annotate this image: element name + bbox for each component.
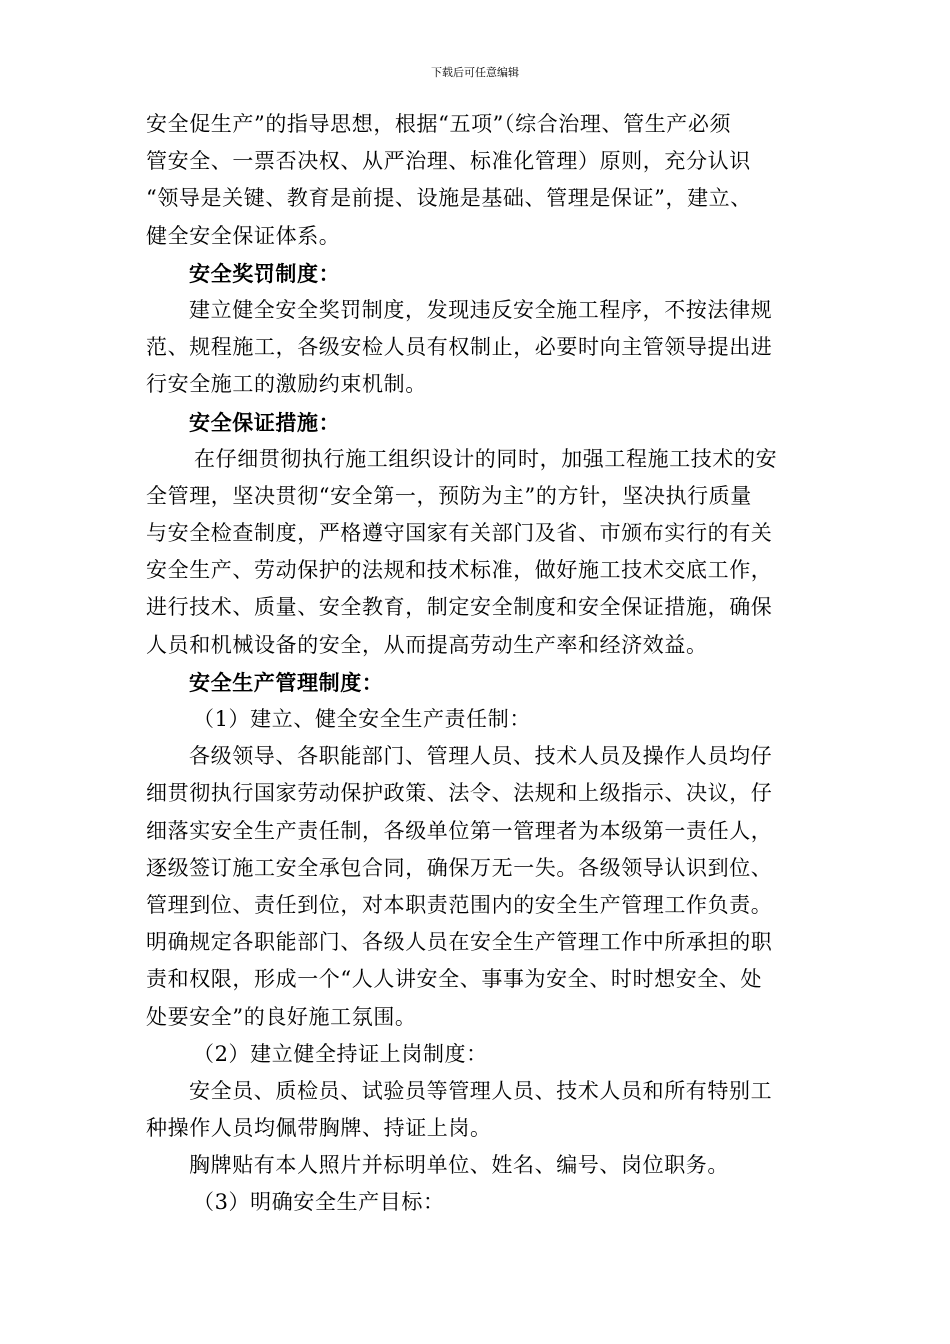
section-heading: 安全生产管理制度：: [189, 669, 384, 695]
text-line: 细落实安全生产责任制，各级单位第一管理者为本级第一责任人，: [146, 818, 773, 843]
subsection-heading: （1）建立、健全安全生产责任制：: [193, 707, 531, 731]
text-line: 安全生产、劳动保护的法规和技术标准，做好施工技术交底工作，: [146, 558, 773, 583]
text-line: 安全促生产”的指导思想，根据“五项”（综合治理、管生产必须: [146, 112, 732, 136]
text-line: 行安全施工的激励约束机制。: [146, 372, 427, 397]
text-line: 逐级签订施工安全承包合同，确保万无一失。各级领导认识到位、: [146, 855, 773, 880]
section-heading: 安全保证措施：: [189, 409, 341, 435]
text-line: 建立健全安全奖罚制度，发现违反安全施工程序，不按法律规: [189, 297, 773, 322]
subsection-heading: （2）建立健全持证上岗制度：: [193, 1041, 488, 1066]
page-header: 下载后可任意编辑: [431, 66, 519, 79]
text-line: 细贯彻执行国家劳动保护政策、法令、法规和上级指示、决议，仔: [146, 781, 773, 806]
text-line: 胸牌贴有本人照片并标明单位、姓名、编号、岗位职务。: [189, 1153, 729, 1178]
text-line: 处要安全”的良好施工氛围。: [146, 1004, 417, 1029]
text-line: 明确规定各职能部门、各级人员在安全生产管理工作中所承担的职: [146, 930, 773, 955]
text-line: 健全安全保证体系。: [146, 223, 341, 248]
text-line: 范、规程施工，各级安检人员有权制止，必要时向主管领导提出进: [146, 335, 773, 360]
text-line: 种操作人员均佩带胸牌、持证上岗。: [146, 1116, 492, 1141]
text-line: 与安全检查制度，严格遵守国家有关部门及省、市颁布实行的有关: [146, 521, 773, 546]
subsection-heading: （3）明确安全生产目标：: [193, 1190, 445, 1215]
text-line: 责和权限，形成一个“人人讲安全、事事为安全、时时想安全、处: [146, 967, 763, 992]
text-line: 管安全、一票否决权、从严治理、标准化管理）原则，充分认识: [146, 149, 751, 174]
text-line: “领导是关键、教育是前提、设施是基础、管理是保证”，建立、: [146, 186, 752, 211]
text-line: 各级领导、各职能部门、管理人员、技术人员及操作人员均仔: [189, 744, 773, 769]
text-line: 管理到位、责任到位，对本职责范围内的安全生产管理工作负责。: [146, 892, 773, 917]
text-line: 安全员、质检员、试验员等管理人员、技术人员和所有特别工: [189, 1078, 773, 1103]
section-heading: 安全奖罚制度：: [189, 260, 341, 286]
text-line: 全管理，坚决贯彻“安全第一，预防为主”的方针，坚决执行质量: [146, 483, 752, 508]
document-body: [146, 106, 810, 1222]
text-line: 人员和机械设备的安全，从而提高劳动生产率和经济效益。: [146, 632, 708, 657]
text-line: 进行技术、质量、安全教育，制定安全制度和安全保证措施，确保: [146, 595, 773, 620]
text-line: 在仔细贯彻执行施工组织设计的同时，加强工程施工技术的安: [194, 446, 778, 471]
